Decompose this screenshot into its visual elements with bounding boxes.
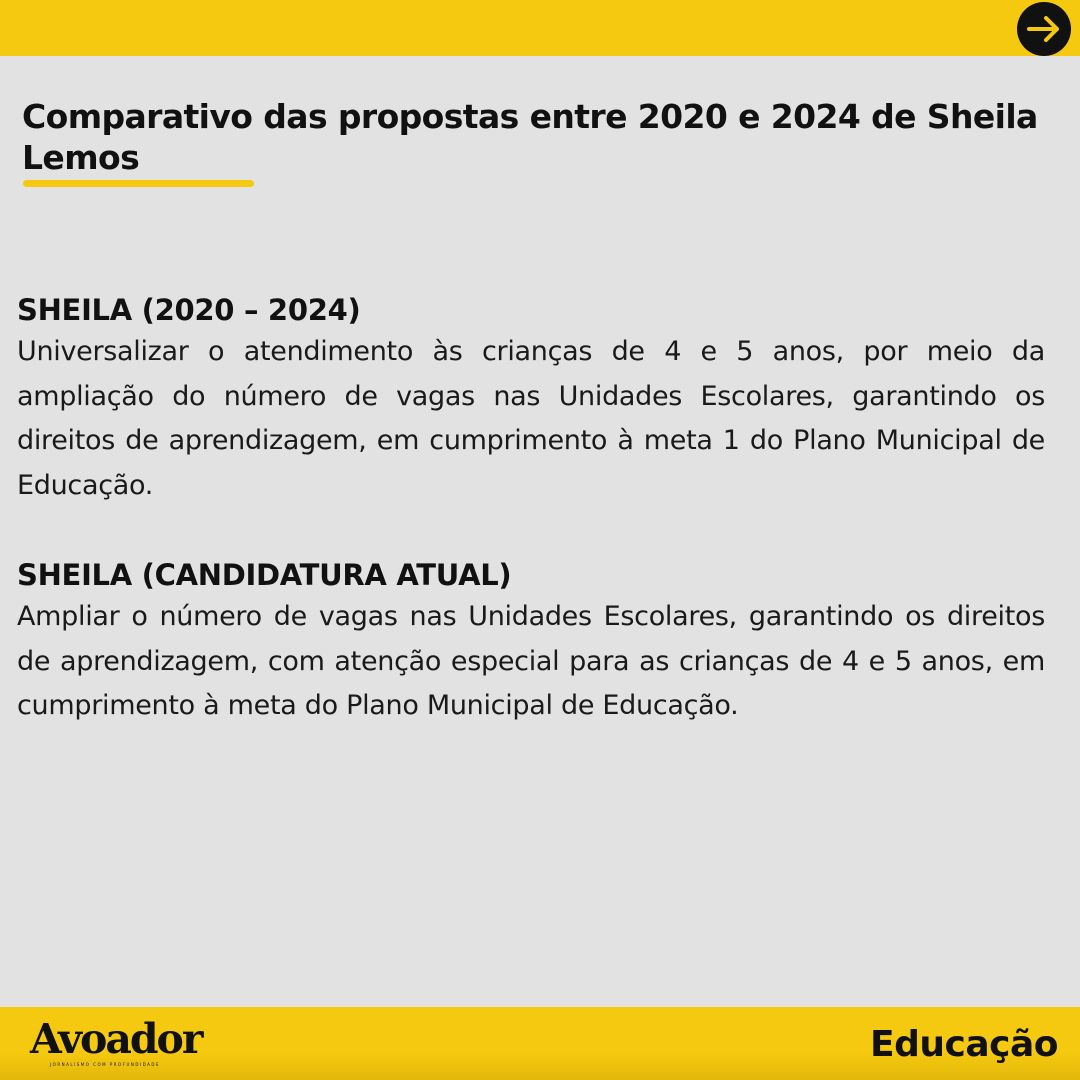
category-label: Educação — [870, 1024, 1058, 1065]
title-underline — [23, 180, 254, 187]
arrow-right-icon — [1027, 16, 1061, 42]
logo-tagline: JORNALISMO COM PROFUNDIDADE — [50, 1062, 160, 1067]
section-text: Ampliar o número de vagas nas Unidades Escolares, garantindo os direitos de aprendizagem, com atenção especial para as crianças de 4 e 5 anos, em cumprimento à meta do Plano Municipal de Educação. — [17, 601, 1045, 721]
next-button[interactable] — [1017, 2, 1071, 56]
logo-text: Avoador — [30, 1015, 202, 1063]
section-heading: SHEILA (CANDIDATURA ATUAL) — [17, 558, 512, 592]
avoador-logo — [30, 1015, 202, 1073]
proposal-section-2020 — [17, 290, 1045, 508]
section-text: Universalizar o atendimento às crianças de 4 e 5 anos, por meio da ampliação do número de vagas nas Unidades Escolares, garantindo os direitos de aprendizagem, em cumprimento à meta 1 do Plano Municipal de Educação. — [17, 336, 1045, 501]
top-bar — [0, 0, 1080, 56]
page-title: Comparativo das propostas entre 2020 e 2024 de Sheila Lemos — [22, 97, 1038, 177]
proposal-section-current — [17, 555, 1045, 729]
section-heading: SHEILA (2020 – 2024) — [17, 293, 361, 327]
